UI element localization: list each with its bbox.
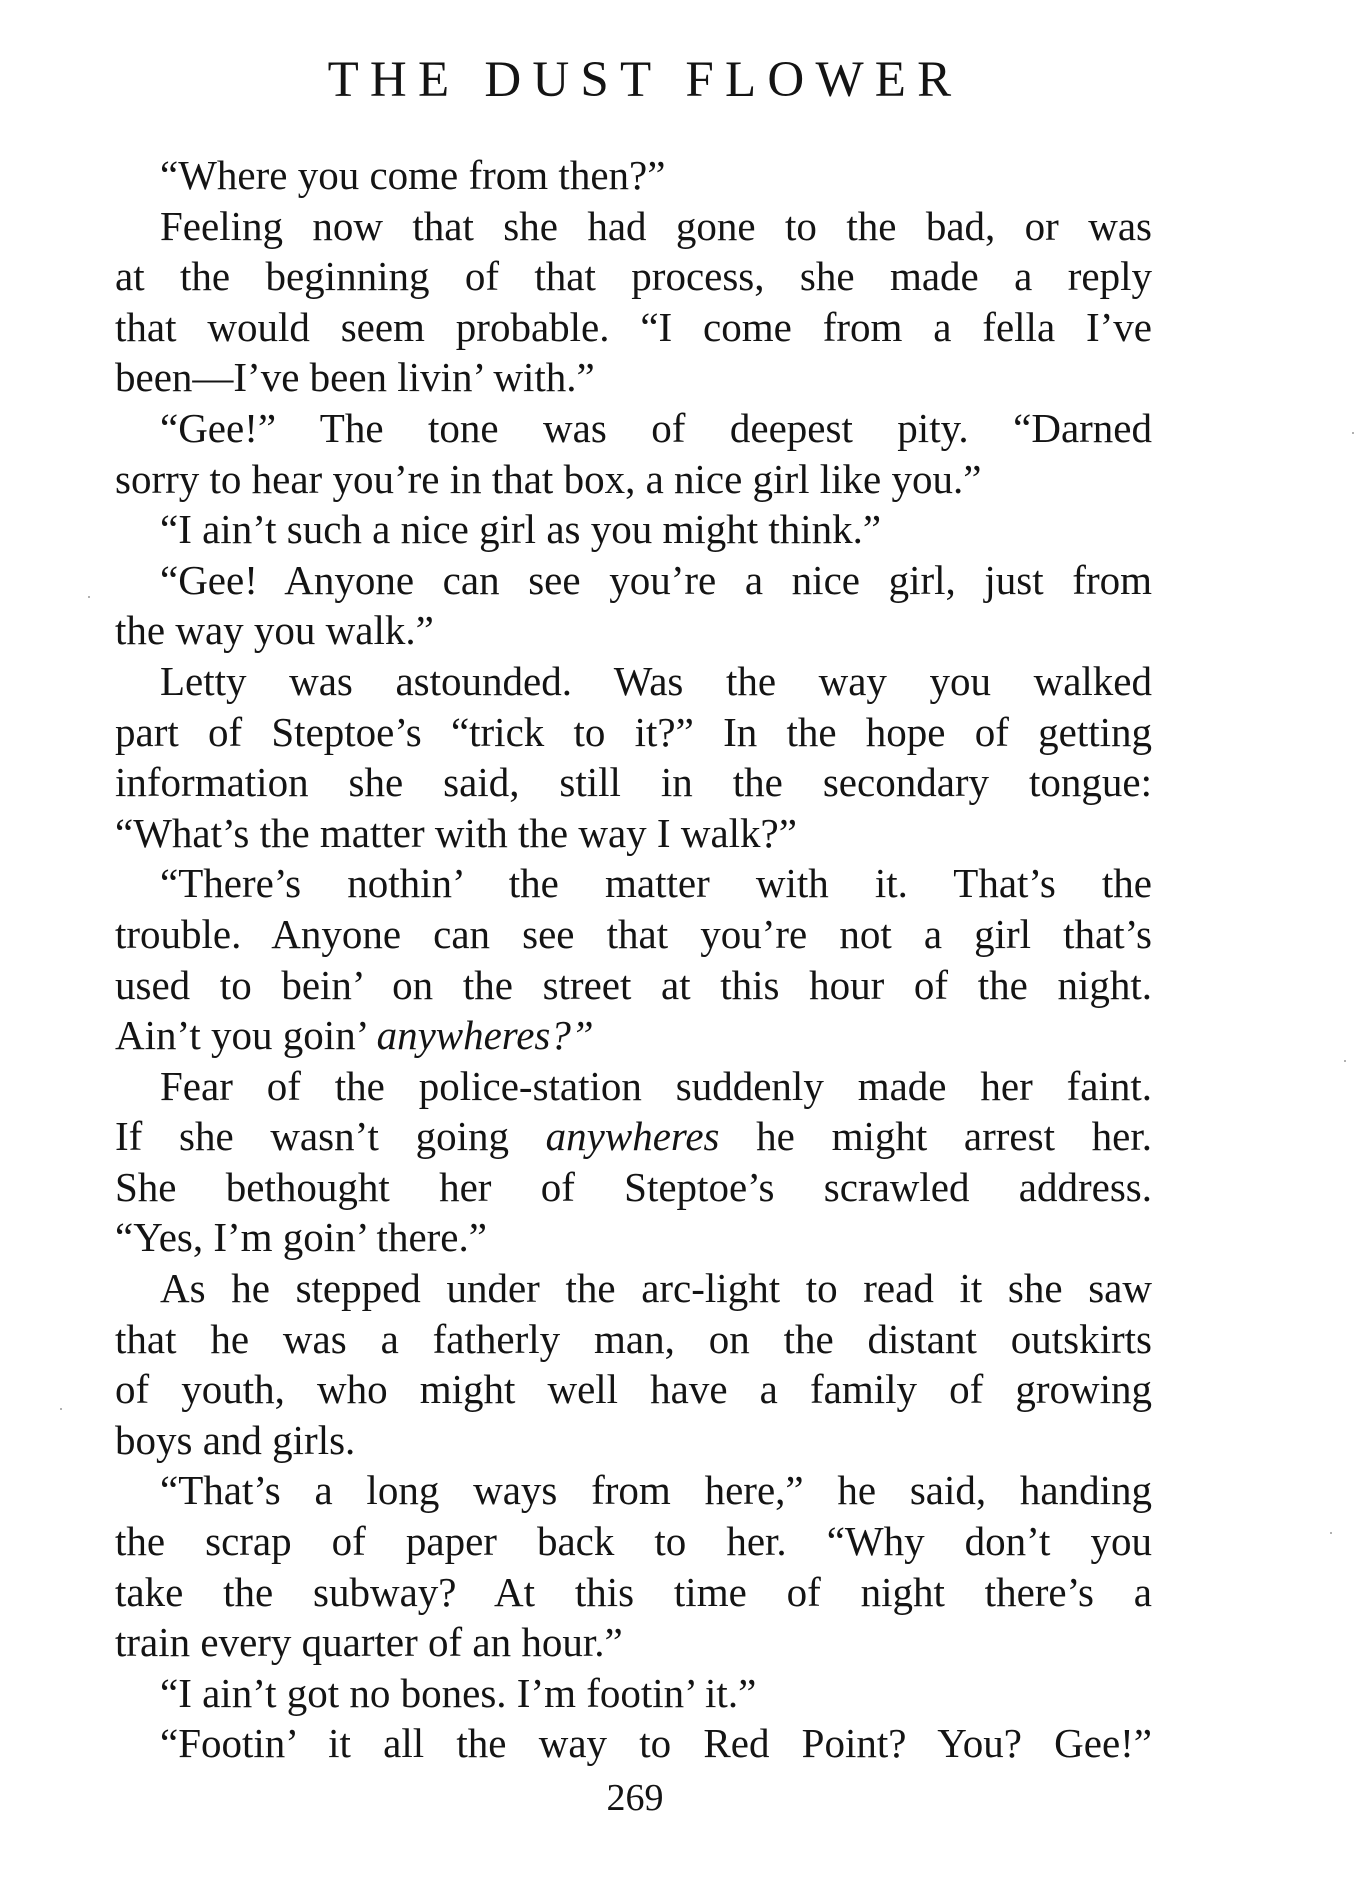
text-run: Feeling now that she had gone to the bad, or was xyxy=(160,202,1152,249)
text-run: She bethought her of Steptoe’s scrawled address. xyxy=(115,1163,1152,1210)
text-run: the way you walk.” xyxy=(115,607,434,654)
text-run: at the beginning of that process, she made a reply xyxy=(115,253,1152,300)
text-run: the scrap of paper back to her. “Why don’t you xyxy=(115,1518,1152,1565)
italic-text: anywheres xyxy=(545,1113,720,1160)
text-line xyxy=(115,1567,1152,1618)
text-line xyxy=(115,707,1152,758)
text-run: Fear of the police-station suddenly made her faint. xyxy=(160,1062,1152,1109)
text-run: that would seem probable. “I come from a fella I’ve xyxy=(115,303,1152,350)
text-line xyxy=(115,555,1152,606)
text-run: he might arrest her. xyxy=(719,1113,1152,1160)
text-run: information she said, still in the secondary tongue: xyxy=(115,759,1152,806)
text-line xyxy=(115,1364,1152,1415)
italic-text: anywheres?” xyxy=(376,1012,594,1059)
print-speck xyxy=(60,1408,62,1410)
text-run: As he stepped under the arc-light to read it she saw xyxy=(160,1265,1152,1312)
text-line xyxy=(115,454,1152,505)
text-line xyxy=(115,1212,1152,1263)
text-run: trouble. Anyone can see that you’re not a girl that’s xyxy=(115,910,1152,957)
text-line xyxy=(115,251,1152,302)
text-line xyxy=(115,757,1152,808)
text-run: been—I’ve been livin’ with.” xyxy=(115,354,595,401)
text-line xyxy=(115,1263,1152,1314)
text-line xyxy=(115,150,1152,201)
text-run: of youth, who might well have a family of growing xyxy=(115,1366,1152,1413)
text-line xyxy=(115,808,1152,859)
text-run: “Gee!” The tone was of deepest pity. “Darned xyxy=(160,404,1152,451)
text-run: “What’s the matter with the way I walk?” xyxy=(115,809,797,856)
text-line xyxy=(115,1010,1152,1061)
text-line xyxy=(115,909,1152,960)
text-line xyxy=(115,302,1152,353)
text-line xyxy=(115,1314,1152,1365)
text-line xyxy=(115,1162,1152,1213)
text-line xyxy=(115,1415,1152,1466)
text-line xyxy=(115,352,1152,403)
text-line xyxy=(115,1061,1152,1112)
text-run: sorry to hear you’re in that box, a nice girl like you.” xyxy=(115,455,982,502)
text-line xyxy=(115,1111,1152,1162)
text-run: “I ain’t got no bones. I’m footin’ it.” xyxy=(160,1669,757,1716)
text-run: boys and girls. xyxy=(115,1416,356,1463)
page-number: 269 xyxy=(606,1777,664,1819)
text-line xyxy=(115,504,1152,555)
text-line xyxy=(115,1516,1152,1567)
text-run: “Footin’ it all the way to Red Point? You? Gee!” xyxy=(160,1720,1152,1767)
print-speck xyxy=(1352,432,1354,434)
text-line xyxy=(115,858,1152,909)
text-run: train every quarter of an hour.” xyxy=(115,1619,623,1666)
text-run: part of Steptoe’s “trick to it?” In the hope of getting xyxy=(115,708,1152,755)
print-speck xyxy=(1330,1532,1332,1534)
text-line xyxy=(115,403,1152,454)
text-line xyxy=(115,605,1152,656)
text-run: that he was a fatherly man, on the distant outskirts xyxy=(115,1315,1152,1362)
print-speck xyxy=(88,596,90,598)
text-line xyxy=(115,1668,1152,1719)
text-run: used to bein’ on the street at this hour of the night. xyxy=(115,961,1152,1008)
text-run: take the subway? At this time of night there’s a xyxy=(115,1568,1152,1615)
text-run: “Gee! Anyone can see you’re a nice girl, just from xyxy=(160,556,1152,603)
text-run: Letty was astounded. Was the way you walked xyxy=(160,657,1152,704)
body-text xyxy=(115,150,1152,1769)
text-run: “There’s nothin’ the matter with it. That’s the xyxy=(160,860,1152,907)
text-run: Ain’t you goin’ xyxy=(115,1012,377,1059)
text-run: “That’s a long ways from here,” he said, handing xyxy=(160,1467,1152,1514)
text-line xyxy=(115,960,1152,1011)
text-run: “Where you come from then?” xyxy=(160,152,666,198)
text-run: “Yes, I’m goin’ there.” xyxy=(115,1214,487,1261)
text-line xyxy=(115,1718,1152,1769)
text-run: “I ain’t such a nice girl as you might think.” xyxy=(160,506,882,553)
text-line xyxy=(115,1465,1152,1516)
text-line xyxy=(115,201,1152,252)
text-run: If she wasn’t going xyxy=(115,1113,546,1160)
text-line xyxy=(115,656,1152,707)
text-line xyxy=(115,1617,1152,1668)
print-speck xyxy=(1344,1060,1346,1062)
running-title: THE DUST FLOWER xyxy=(327,52,963,108)
